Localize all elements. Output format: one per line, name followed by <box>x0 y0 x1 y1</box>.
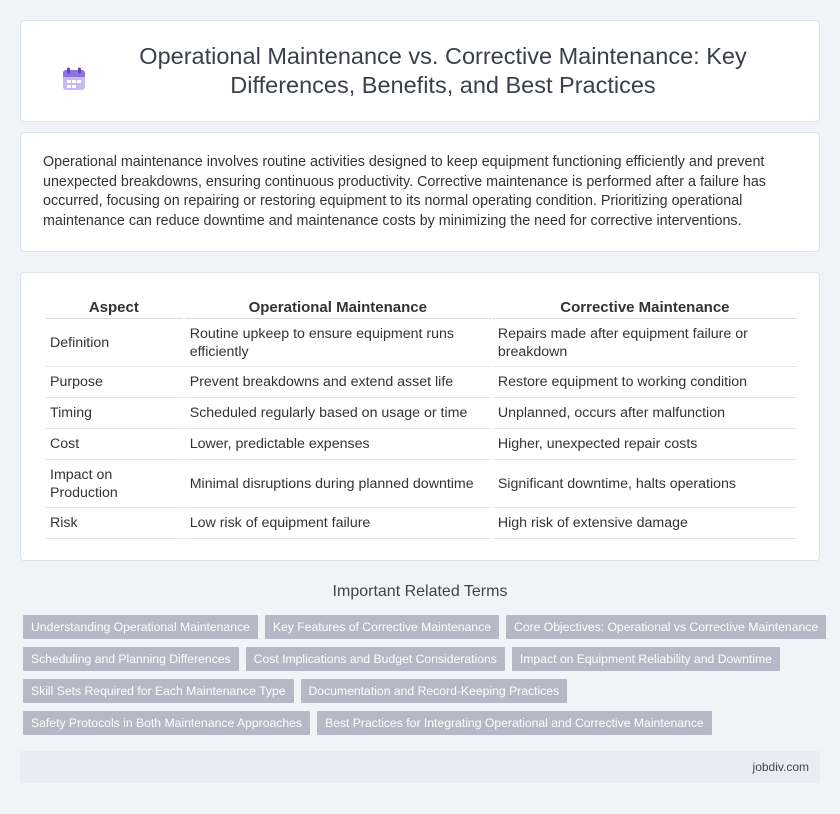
footer <box>20 751 820 783</box>
related-term-tag[interactable]: Core Objectives: Operational vs Corrective Maintenance <box>506 615 826 639</box>
page-title: Operational Maintenance vs. Corrective Maintenance: Key Differences, Benefits, and Best Practices <box>139 43 747 98</box>
cell-operational: Routine upkeep to ensure equipment runs efficiently <box>185 319 491 367</box>
related-term-tag[interactable]: Scheduling and Planning Differences <box>23 647 239 671</box>
related-term-tag[interactable]: Safety Protocols in Both Maintenance Approaches <box>23 711 310 735</box>
cell-corrective: Unplanned, occurs after malfunction <box>493 398 797 429</box>
title-row <box>61 42 779 100</box>
cell-corrective: Higher, unexpected repair costs <box>493 429 797 460</box>
cell-operational: Prevent breakdowns and extend asset life <box>185 367 491 398</box>
header-operational: Operational Maintenance <box>185 297 491 319</box>
related-term-tag[interactable]: Best Practices for Integrating Operational and Corrective Maintenance <box>317 711 712 735</box>
related-term-tag[interactable]: Key Features of Corrective Maintenance <box>265 615 499 639</box>
table-row <box>45 508 797 539</box>
header-corrective: Corrective Maintenance <box>493 297 797 319</box>
related-term-tag[interactable]: Understanding Operational Maintenance <box>23 615 258 639</box>
cell-aspect: Purpose <box>45 367 183 398</box>
cell-operational: Minimal disruptions during planned downtime <box>185 460 491 508</box>
tag-row <box>23 679 823 703</box>
comparison-table <box>43 297 799 539</box>
table-header-row <box>45 297 797 319</box>
cell-aspect: Timing <box>45 398 183 429</box>
cell-operational: Scheduled regularly based on usage or time <box>185 398 491 429</box>
comparison-table-card <box>20 272 820 561</box>
related-term-tag[interactable]: Impact on Equipment Reliability and Downtime <box>512 647 780 671</box>
related-terms-tags <box>23 615 823 743</box>
cell-aspect: Definition <box>45 319 183 367</box>
cell-corrective: Restore equipment to working condition <box>493 367 797 398</box>
tag-row <box>23 711 823 735</box>
table-row <box>45 398 797 429</box>
calendar-icon <box>61 66 87 92</box>
related-terms-title: Important Related Terms <box>332 583 508 600</box>
cell-aspect: Impact on Production <box>45 460 183 508</box>
tag-row <box>23 647 823 671</box>
title-card <box>20 20 820 122</box>
related-term-tag[interactable]: Documentation and Record-Keeping Practices <box>301 679 568 703</box>
related-term-tag[interactable]: Skill Sets Required for Each Maintenance Type <box>23 679 294 703</box>
related-term-tag[interactable]: Cost Implications and Budget Considerations <box>246 647 505 671</box>
footer-site-link[interactable]: jobdiv.com <box>752 760 809 774</box>
cell-operational: Lower, predictable expenses <box>185 429 491 460</box>
table-row <box>45 319 797 367</box>
cell-corrective: High risk of extensive damage <box>493 508 797 539</box>
header-aspect: Aspect <box>45 297 183 319</box>
cell-aspect: Cost <box>45 429 183 460</box>
intro-text: Operational maintenance involves routine activities designed to keep equipment functioning efficiently and prevent unexpected breakdowns, ensuring continuous productivity. Corrective maintenance is performed after a failure has occurred, focusing on repairing or restoring equipment to its normal operating condition. Prioritizing operational maintenance can reduce downtime and maintenance costs by minimizing the need for corrective interventions. <box>43 154 766 229</box>
cell-aspect: Risk <box>45 508 183 539</box>
tag-row <box>23 615 823 639</box>
cell-corrective: Significant downtime, halts operations <box>493 460 797 508</box>
cell-corrective: Repairs made after equipment failure or breakdown <box>493 319 797 367</box>
table-row <box>45 367 797 398</box>
intro-card <box>20 132 820 252</box>
table-row <box>45 429 797 460</box>
cell-operational: Low risk of equipment failure <box>185 508 491 539</box>
table-row <box>45 460 797 508</box>
